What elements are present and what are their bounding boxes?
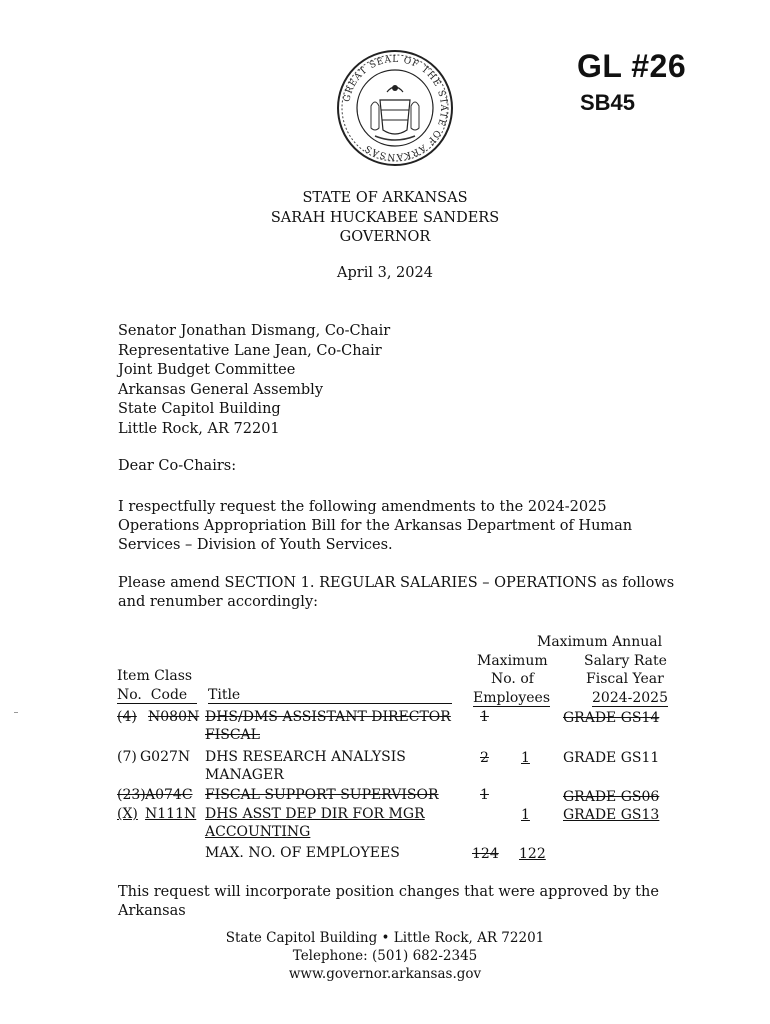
row-no: (X) xyxy=(117,806,138,822)
addressee-block xyxy=(118,322,390,439)
header-rate-line2: Salary Rate xyxy=(584,653,667,669)
row-title: FISCAL SUPPORT SUPERVISOR xyxy=(205,787,439,803)
row-title-cont: MANAGER xyxy=(205,767,284,783)
scan-artifact xyxy=(14,712,18,713)
header-max-line2: No. of xyxy=(491,671,534,687)
footer-address: State Capitol Building • Little Rock, AR 72201 xyxy=(225,930,545,946)
row-old-count: 2 xyxy=(480,750,489,766)
footer-website: www.governor.arkansas.gov xyxy=(288,966,482,982)
row-title-cont: ACCOUNTING xyxy=(205,824,311,840)
state-seal-image xyxy=(335,48,455,168)
row-title: DHS/DMS ASSISTANT DIRECTOR xyxy=(205,709,451,725)
addressee-line: Joint Budget Committee xyxy=(118,362,296,378)
seal-ring-text: GREAT SEAL OF THE STATE OF ARKANSAS xyxy=(342,54,449,162)
addressee-line: Representative Lane Jean, Co-Chair xyxy=(118,342,382,359)
row-new-count: 1 xyxy=(521,750,530,766)
row-new-count: 1 xyxy=(521,807,530,823)
letterhead-governor-title: GOVERNOR xyxy=(339,229,431,245)
header-max-line1: Maximum xyxy=(477,653,548,669)
svg-text:GREAT SEAL OF THE STATE OF ARK xyxy=(342,55,448,161)
row-title: DHS ASST DEP DIR FOR MGR xyxy=(205,806,425,822)
total-new-count: 122 xyxy=(519,846,546,862)
header-max-line3: Employees xyxy=(473,690,551,706)
bill-number-label: SB45 xyxy=(580,90,636,115)
total-old-count: 124 xyxy=(472,846,499,862)
header-no: No. xyxy=(117,687,142,703)
row-grade: GRADE GS11 xyxy=(563,750,660,766)
addressee-line: Arkansas General Assembly xyxy=(118,381,324,398)
row-grade: GRADE GS06 xyxy=(563,789,660,805)
header-code: Code xyxy=(150,687,188,703)
letterhead-governor-name: SARAH HUCKABEE SANDERS xyxy=(270,210,500,226)
header-rate-line1: Maximum Annual xyxy=(537,634,663,650)
footer-phone: Telephone: (501) 682-2345 xyxy=(292,948,478,964)
row-no: (4) xyxy=(117,709,137,725)
addressee-line: State Capitol Building xyxy=(118,401,281,417)
row-no: (23) xyxy=(117,787,146,803)
row-title-cont: FISCAL xyxy=(205,727,260,743)
row-old-count: 1 xyxy=(480,709,489,725)
addressee-line: Senator Jonathan Dismang, Co-Chair xyxy=(118,323,391,339)
row-code: G027N xyxy=(140,749,191,765)
row-code: N111N xyxy=(145,806,197,822)
header-class: Class xyxy=(154,668,193,684)
letterhead-state: STATE OF ARKANSAS xyxy=(302,190,468,206)
row-code: N080N xyxy=(148,709,200,725)
row-no: (7) xyxy=(117,749,137,765)
letter-date: April 3, 2024 xyxy=(337,265,433,281)
header-title: Title xyxy=(208,687,452,704)
gl-number-label: GL #26 xyxy=(577,48,687,84)
row-code: A074C xyxy=(145,787,193,803)
addressee-line: Little Rock, AR 72201 xyxy=(118,420,280,437)
header-no-code xyxy=(117,687,197,704)
row-grade: GRADE GS14 xyxy=(563,710,660,726)
body-paragraph-request: I respectfully request the following amendments to the 2024-2025 Operations Appropriation Bill for the Arkansas Department of Human Services – Division of Youth Services. xyxy=(118,499,633,553)
total-label: MAX. NO. OF EMPLOYEES xyxy=(205,845,400,861)
header-item-class xyxy=(117,668,192,684)
header-rate-line4: 2024-2025 xyxy=(592,690,668,706)
header-rate-line3: Fiscal Year xyxy=(586,671,664,687)
row-grade: GRADE GS13 xyxy=(563,807,660,823)
row-old-count: 1 xyxy=(480,787,489,803)
row-title: DHS RESEARCH ANALYSIS xyxy=(205,749,406,765)
body-paragraph-amend: Please amend SECTION 1. REGULAR SALARIES – OPERATIONS as follows and renumber accordingly: xyxy=(118,575,675,610)
salutation: Dear Co-Chairs: xyxy=(118,458,237,474)
header-item: Item xyxy=(117,668,150,684)
body-paragraph-incorporate: This request will incorporate position changes that were approved by the Arkansas xyxy=(118,884,659,919)
